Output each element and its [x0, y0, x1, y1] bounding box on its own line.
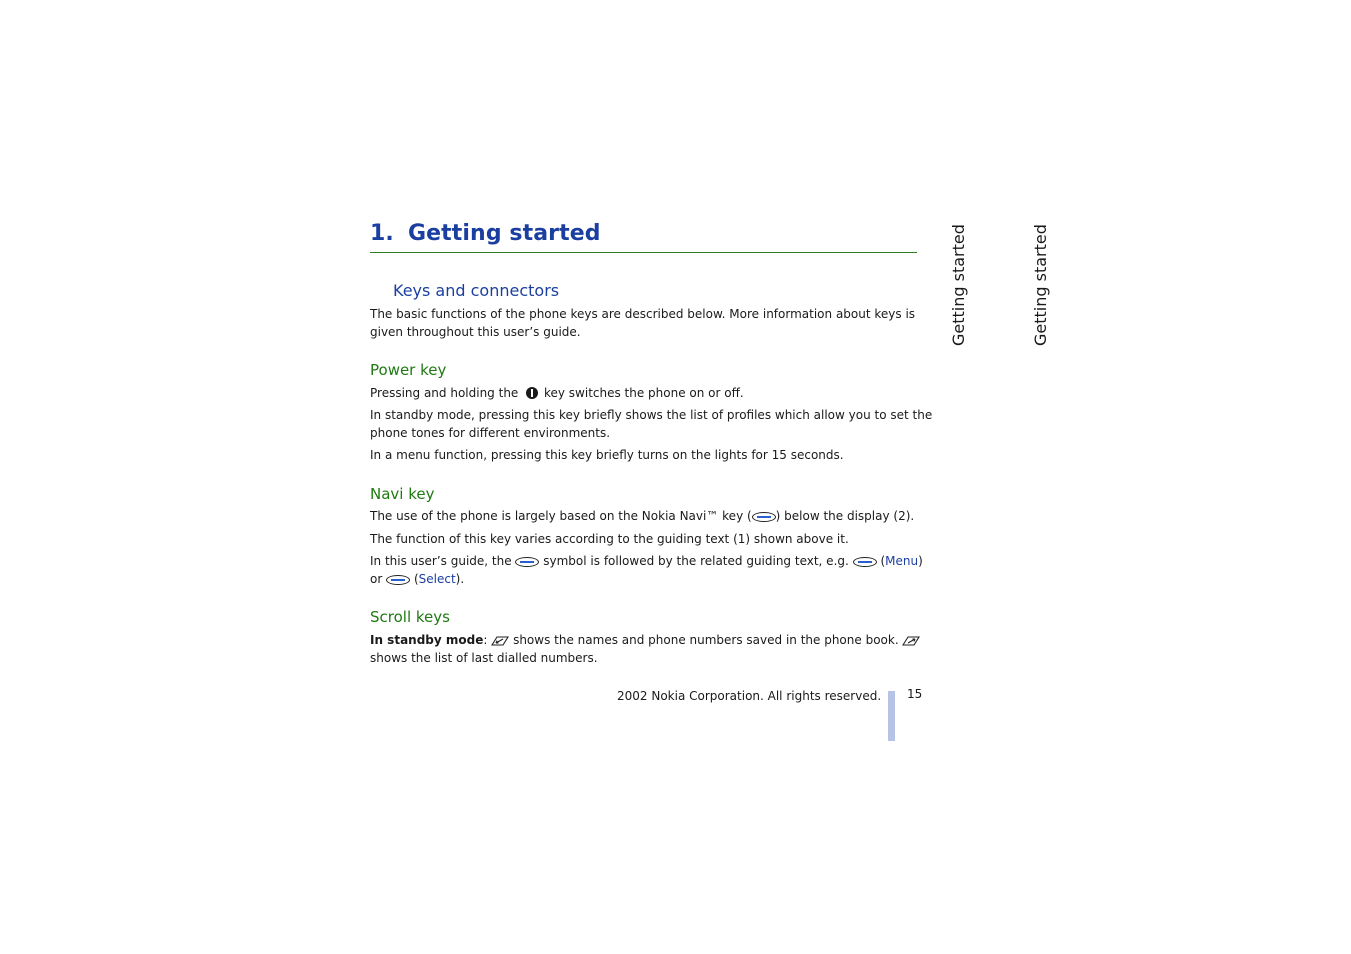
navi-key-paragraph-1 [370, 507, 935, 525]
scroll-keys-p1-a: : [483, 633, 488, 647]
navi-key-p1-before: The use of the phone is largely based on the Nokia Navi™ key ( [370, 509, 752, 523]
footer-copyright: 2002 Nokia Corporation. All rights reserved. [617, 689, 882, 703]
navi-key-heading: Navi key [370, 485, 435, 503]
scroll-keys-p1-c: shows the list of last dialled numbers. [370, 651, 598, 665]
title-rule [370, 252, 917, 253]
power-key-paragraph-2: In standby mode, pressing this key briefly shows the list of profiles which allow you to set the phone tones for different environments. [370, 408, 933, 440]
section-intro: The basic functions of the phone keys are described below. More information about keys is given throughout this user’s guide. [370, 307, 916, 339]
chapter-number: 1. [370, 221, 394, 246]
power-icon [526, 387, 538, 399]
footer-bar [888, 691, 895, 741]
navi-key-paragraph-2: The function of this key varies according to the guiding text (1) shown above it. [370, 532, 849, 546]
navi-key-p1-after: ) below the display (2). [775, 509, 915, 523]
navi-key-p3-b: symbol is followed by the related guiding text, e.g. [543, 554, 849, 568]
navi-key-p3-d: ) or [370, 554, 923, 586]
side-tab-1: Getting started [949, 224, 968, 346]
power-key-p1-after: key switches the phone on or off. [543, 386, 744, 400]
scroll-up-icon [491, 633, 509, 647]
navi-key-icon [853, 557, 877, 567]
section-heading: Keys and connectors [393, 281, 560, 300]
chapter-title [370, 221, 601, 246]
scroll-down-icon [902, 633, 920, 647]
navi-key-icon [752, 512, 776, 522]
navi-key-paragraph-3 [370, 552, 935, 588]
power-key-paragraph-1 [370, 384, 935, 402]
page-number: 15 [907, 687, 923, 701]
navi-key-p3-f: ). [455, 572, 465, 586]
power-key-paragraph-3: In a menu function, pressing this key briefly turns on the lights for 15 seconds. [370, 448, 844, 462]
power-key-heading: Power key [370, 361, 447, 379]
menu-label: Menu [885, 554, 919, 568]
power-key-p1-before: Pressing and holding the [370, 386, 519, 400]
navi-key-p3-e: ( [413, 572, 419, 586]
scroll-keys-p1-b: shows the names and phone numbers saved in the phone book. [513, 633, 899, 647]
chapter-title-text: Getting started [408, 221, 601, 246]
select-label: Select [418, 572, 456, 586]
scroll-keys-paragraph [370, 631, 935, 667]
navi-key-p3-a: In this user’s guide, the [370, 554, 512, 568]
scroll-keys-heading: Scroll keys [370, 608, 450, 626]
navi-key-icon [386, 575, 410, 585]
side-tab-2: Getting started [1031, 224, 1050, 346]
navi-key-icon [515, 557, 539, 567]
standby-mode-label: In standby mode [370, 633, 484, 647]
navi-key-p3-c: ( [880, 554, 886, 568]
